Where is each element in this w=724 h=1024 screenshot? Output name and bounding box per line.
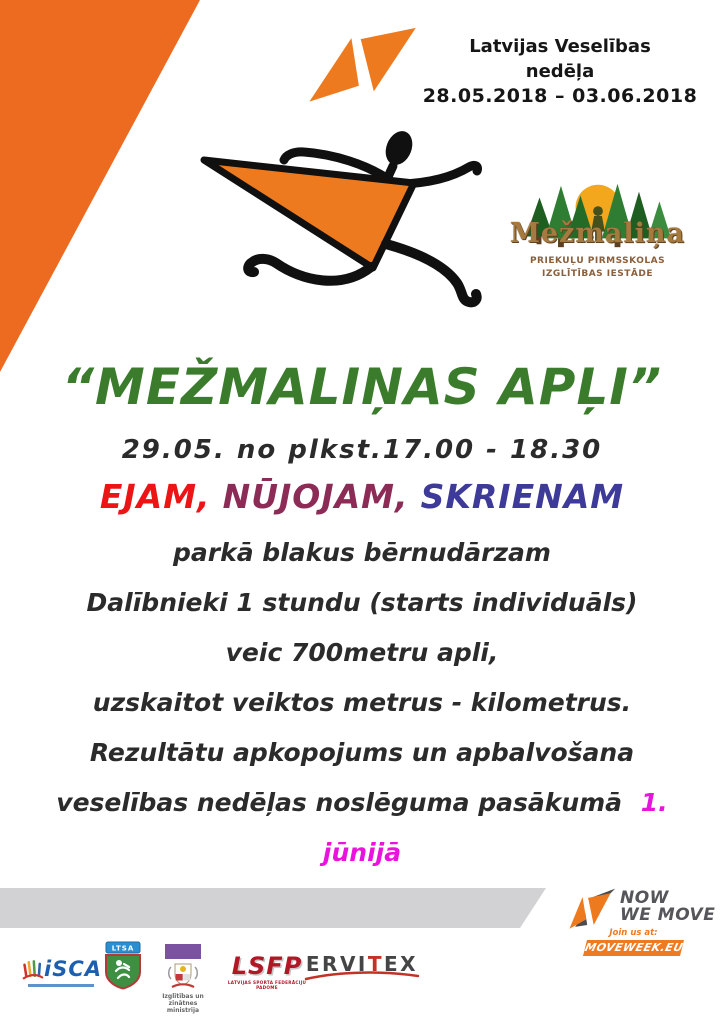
ministry-flag: [165, 944, 201, 959]
ministry-logo: [158, 944, 208, 1014]
ervitex-wordmark: ERVITEX: [305, 952, 419, 976]
gray-diagonal-band: [0, 888, 546, 928]
isca-tagline-bar: [28, 984, 94, 987]
activity-skrienam: SKRIENAM: [420, 477, 625, 516]
mezmalina-name: Mežmaliņa: [509, 218, 686, 249]
activity-ejam: EJAM,: [99, 477, 211, 516]
mezmalina-logo: [505, 176, 690, 292]
moveweek-link[interactable]: MOVEWEEK.EU: [583, 941, 685, 954]
health-week-title-line2: nedēļa: [525, 61, 595, 82]
orienteering-runner-icon: [180, 120, 510, 320]
closing-month: jūnijā: [322, 838, 402, 867]
event-title: “MEŽMALIŅAS APĻI”: [61, 358, 663, 416]
event-detail-line: Rezultātu apkopojums un apbalvošana: [89, 738, 635, 767]
closing-date-highlight: 1.: [640, 788, 668, 817]
ministry-caption-line2: ministrija: [166, 1007, 200, 1014]
health-week-title-line1: Latvijas Veselības: [469, 36, 651, 57]
orange-corner-shape: [0, 0, 200, 372]
health-week-header: [420, 34, 700, 109]
nwm-word-wemove: WE MOVE: [620, 905, 716, 925]
activities-line: [0, 472, 724, 522]
closing-text: veselības nedēļas noslēguma pasākumā: [56, 788, 623, 817]
event-detail-line: Dalībnieki 1 stundu (starts individuāls): [86, 588, 638, 617]
ervitex-logo: [303, 952, 421, 982]
closing-line: [0, 778, 724, 828]
event-detail-line: veic 700metru apli,: [225, 638, 499, 667]
health-week-dates: 28.05.2018 – 03.06.2018: [422, 85, 698, 107]
ltsa-wordmark: LTSA: [111, 944, 135, 953]
nwm-word-now: NOW: [620, 888, 669, 908]
ervitex-red-t: T: [367, 952, 385, 976]
activity-nujojam: NŪJOJAM,: [222, 477, 409, 516]
event-time: 29.05. no plkst.17.00 - 18.30: [121, 435, 603, 465]
lsfp-logo: [220, 954, 314, 990]
nwm-wordmark: [620, 890, 720, 924]
ltsa-logo: [103, 941, 143, 993]
event-details: [0, 528, 724, 878]
event-detail-line: uzskaitot veiktos metrus - kilometrus.: [92, 688, 632, 717]
mezmalina-subtitle-line2: IZGLĪTĪBAS IESTĀDE: [542, 269, 653, 279]
isca-logo: [22, 956, 102, 987]
event-detail-line: parkā blakus bērnudārzam: [173, 538, 551, 567]
nowwemove-bolt-icon: [282, 12, 432, 124]
isca-icon: [22, 956, 44, 982]
mezmalina-subtitle-line1: PRIEKUĻU PIRMSSKOLAS: [529, 256, 666, 266]
ministry-caption-line1: Izglītības un zinātnes: [162, 993, 204, 1007]
ministry-crest-icon: [167, 962, 199, 989]
lsfp-caption: LATVIJAS SPORTA FEDERĀCIJU PADOME: [227, 979, 307, 990]
isca-wordmark: iSCA: [44, 957, 102, 981]
nwm-join-label: Join us at:: [609, 928, 658, 938]
lsfp-wordmark: LSFP: [231, 952, 303, 980]
